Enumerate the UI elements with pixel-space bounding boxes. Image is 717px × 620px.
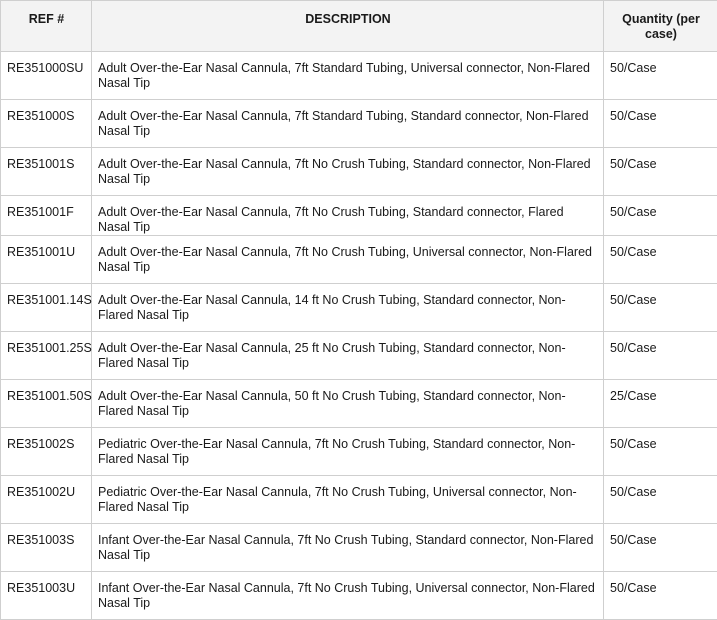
table-row — [1, 476, 717, 524]
ref-cell: RE351001.50S — [1, 380, 92, 428]
table-row — [1, 380, 717, 428]
ref-cell: RE351001.14S — [1, 284, 92, 332]
description-cell: Adult Over-the-Ear Nasal Cannula, 7ft Standard Tubing, Standard connector, Non-Flared Nasal Tip — [92, 100, 604, 148]
quantity-cell: 50/Case — [604, 524, 717, 572]
table-row — [1, 196, 717, 236]
description-cell: Pediatric Over-the-Ear Nasal Cannula, 7ft No Crush Tubing, Universal connector, Non-Flared Nasal Tip — [92, 476, 604, 524]
header-quantity: Quantity (per case) — [604, 1, 717, 52]
description-cell: Adult Over-the-Ear Nasal Cannula, 14 ft No Crush Tubing, Standard connector, Non-Flared Nasal Tip — [92, 284, 604, 332]
table-row — [1, 332, 717, 380]
description-cell: Infant Over-the-Ear Nasal Cannula, 7ft No Crush Tubing, Universal connector, Non-Flared Nasal Tip — [92, 572, 604, 620]
ref-cell: RE351001U — [1, 236, 92, 284]
ref-cell: RE351001F — [1, 196, 92, 236]
quantity-cell: 25/Case — [604, 380, 717, 428]
table-row — [1, 52, 717, 100]
quantity-cell: 50/Case — [604, 148, 717, 196]
ref-cell: RE351000S — [1, 100, 92, 148]
description-cell: Adult Over-the-Ear Nasal Cannula, 50 ft No Crush Tubing, Standard connector, Non-Flared Nasal Tip — [92, 380, 604, 428]
ref-cell: RE351002S — [1, 428, 92, 476]
table-header — [1, 1, 717, 52]
ref-cell: RE351000SU — [1, 52, 92, 100]
description-cell: Pediatric Over-the-Ear Nasal Cannula, 7ft No Crush Tubing, Standard connector, Non-Flared Nasal Tip — [92, 428, 604, 476]
quantity-cell: 50/Case — [604, 236, 717, 284]
ref-cell: RE351003U — [1, 572, 92, 620]
ref-cell: RE351001.25S — [1, 332, 92, 380]
table-row — [1, 428, 717, 476]
ref-cell: RE351002U — [1, 476, 92, 524]
description-cell: Adult Over-the-Ear Nasal Cannula, 25 ft No Crush Tubing, Standard connector, Non-Flared Nasal Tip — [92, 332, 604, 380]
description-cell: Adult Over-the-Ear Nasal Cannula, 7ft No Crush Tubing, Standard connector, Non-Flared Nasal Tip — [92, 148, 604, 196]
table-row — [1, 572, 717, 620]
quantity-cell: 50/Case — [604, 332, 717, 380]
quantity-cell: 50/Case — [604, 100, 717, 148]
table-row — [1, 524, 717, 572]
ref-cell: RE351003S — [1, 524, 92, 572]
quantity-cell: 50/Case — [604, 428, 717, 476]
table-row — [1, 148, 717, 196]
ref-cell: RE351001S — [1, 148, 92, 196]
description-cell: Adult Over-the-Ear Nasal Cannula, 7ft Standard Tubing, Universal connector, Non-Flared Nasal Tip — [92, 52, 604, 100]
description-cell: Adult Over-the-Ear Nasal Cannula, 7ft No Crush Tubing, Universal connector, Non-Flared Nasal Tip — [92, 236, 604, 284]
table-row — [1, 284, 717, 332]
description-cell: Adult Over-the-Ear Nasal Cannula, 7ft No Crush Tubing, Standard connector, Flared Nasal Tip — [92, 196, 604, 236]
quantity-cell: 50/Case — [604, 476, 717, 524]
quantity-cell: 50/Case — [604, 196, 717, 236]
table-row — [1, 100, 717, 148]
header-description: DESCRIPTION — [92, 1, 604, 52]
quantity-cell: 50/Case — [604, 572, 717, 620]
quantity-cell: 50/Case — [604, 284, 717, 332]
table-row — [1, 236, 717, 284]
description-cell: Infant Over-the-Ear Nasal Cannula, 7ft No Crush Tubing, Standard connector, Non-Flared Nasal Tip — [92, 524, 604, 572]
header-row — [1, 1, 717, 52]
header-ref: REF # — [1, 1, 92, 52]
table-body — [1, 52, 717, 620]
quantity-cell: 50/Case — [604, 52, 717, 100]
